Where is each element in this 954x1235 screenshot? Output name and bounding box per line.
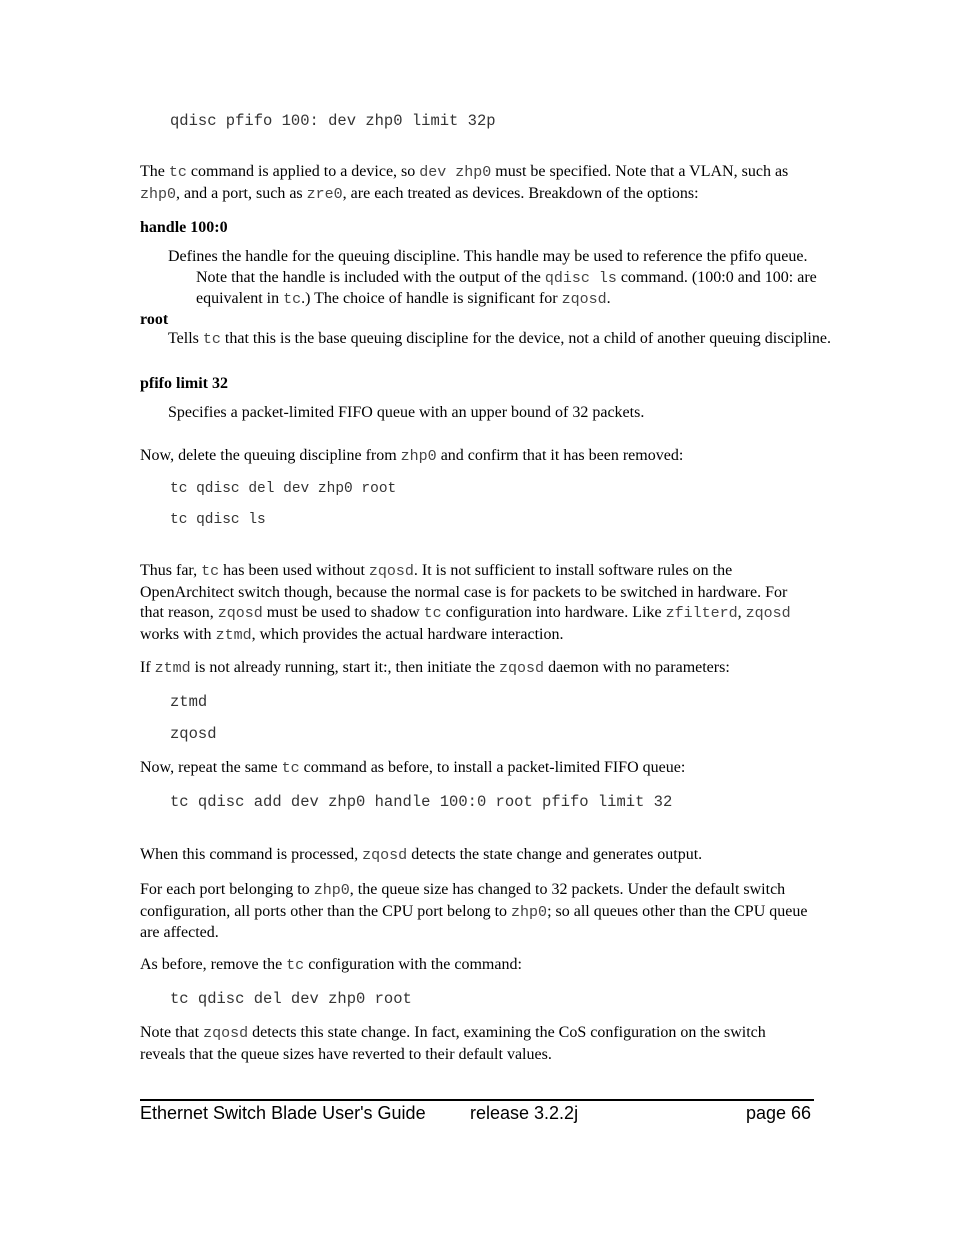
code-zqosd: zqosd [170, 725, 217, 743]
code-ztmd: ztmd [170, 693, 208, 711]
code-qdisc-ls: tc qdisc ls [170, 512, 266, 528]
code-qdisc-del: tc qdisc del dev zhp0 root [170, 481, 397, 497]
paragraph-state-change: Note that zqosd detects this state change. In fact, examining the CoS configuration on the switch reveals that the queue sizes have reverted to their default values. [140, 1024, 766, 1063]
code-qdisc-pfifo-output: qdisc pfifo 100: dev zhp0 limit 32p [170, 112, 496, 130]
code-qdisc-add: tc qdisc add dev zhp0 handle 100:0 root pfifo limit 32 [170, 793, 673, 811]
footer-release: release 3.2.2j [470, 1103, 579, 1123]
definition-pfifo-limit: Specifies a packet-limited FIFO queue with an upper bound of 32 packets. [168, 404, 645, 421]
term-handle: handle 100:0 [140, 219, 228, 236]
paragraph-queue-size: For each port belonging to zhp0, the queue size has changed to 32 packets. Under the default switch configuration, all ports other than the CPU port belong to zhp0; so all queues other than the CPU queue are affected. [140, 881, 808, 941]
paragraph-delete-qdisc: Now, delete the queuing discipline from zhp0 and confirm that it has been removed: [140, 447, 684, 465]
definition-root: Tells tc that this is the base queuing discipline for the device, not a child of another queuing discipline. [168, 330, 831, 348]
term-pfifo-limit: pfifo limit 32 [140, 375, 228, 392]
definition-handle: Defines the handle for the queuing discipline. This handle may be used to reference the pfifo queue. Note that the handle is included with the output of the qdisc ls command. (100:0 and 100: are equivalent in tc.) The choice of handle is significant for zqosd. [168, 248, 817, 308]
paragraph-zqosd-shadow: Thus far, tc has been used without zqosd. It is not sufficient to install software rules on the OpenArchitect switch though, because the normal case is for packets to be switched in hardware. For that reason, zqosd must be used to shadow tc configuration into hardware. Like zfilterd, zqosd works with ztmd, which provides the actual hardware interaction. [140, 562, 791, 644]
paragraph-tc-device: The tc command is applied to a device, so dev zhp0 must be specified. Note that a VLAN, such as zhp0, and a port, such as zre0, are each treated as devices. Breakdown of the options: [140, 163, 789, 203]
paragraph-command-processed: When this command is processed, zqosd detects the state change and generates output. [140, 846, 703, 864]
paragraph-start-daemons: If ztmd is not already running, start it:, then initiate the zqosd daemon with no parameters: [140, 659, 730, 677]
footer-page-number: page 66 [746, 1103, 812, 1123]
paragraph-repeat-tc: Now, repeat the same tc command as before, to install a packet-limited FIFO queue: [140, 759, 686, 777]
term-root: root [140, 311, 169, 328]
footer-title: Ethernet Switch Blade User's Guide [140, 1103, 426, 1123]
code-qdisc-del-again: tc qdisc del dev zhp0 root [170, 990, 412, 1008]
footer-divider [140, 1099, 814, 1101]
paragraph-remove-tc: As before, remove the tc configuration with the command: [140, 956, 522, 974]
